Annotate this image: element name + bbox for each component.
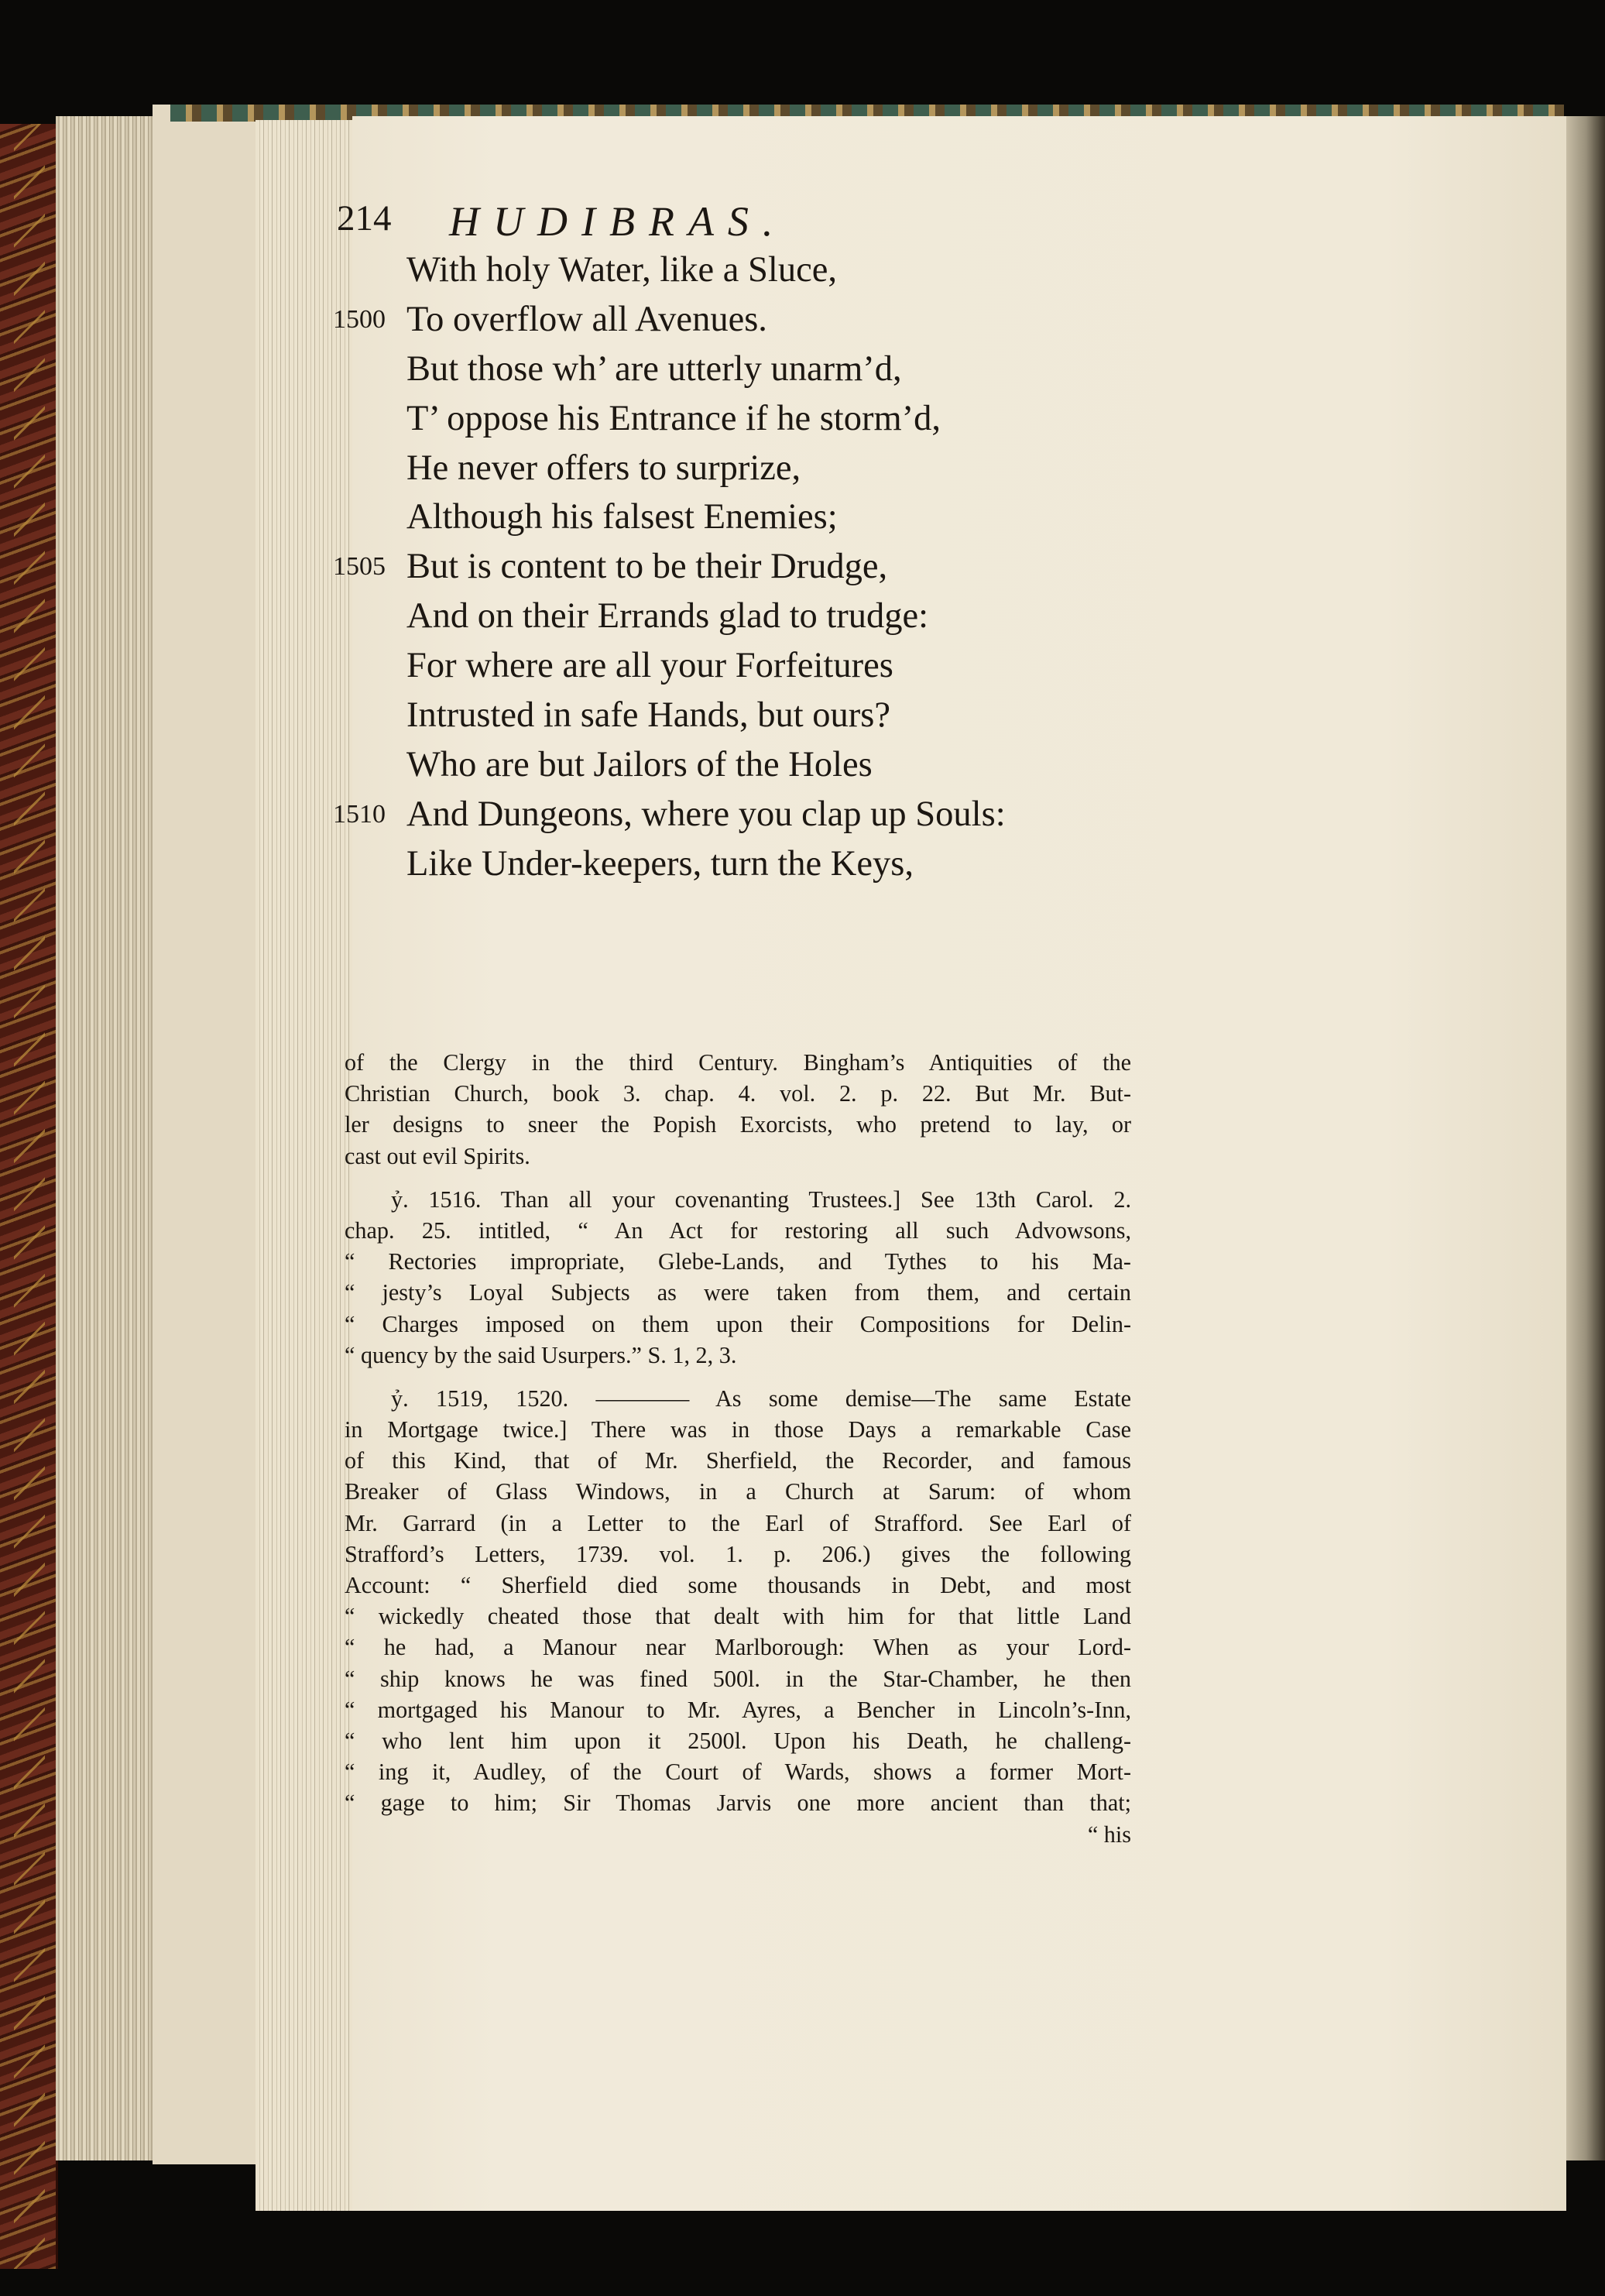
text-area (333, 197, 1128, 889)
page-block-edge (56, 116, 153, 2160)
footnote-line: “ jesty’s Loyal Subjects as were taken from them, and certain (345, 1279, 1131, 1306)
line-number: 1505 (333, 552, 386, 582)
footnote-line: “ quency by the said Usurpers.” S. 1, 2, 3. (345, 1341, 737, 1368)
running-title: HUDIBRAS. (449, 198, 787, 245)
footnote-line: in Mortgage twice.] There was in those Days a remarkable Case (345, 1416, 1131, 1443)
verse-line (333, 790, 1128, 839)
footnote-line: Mr. Garrard (in a Letter to the Earl of Strafford. See Earl of (345, 1509, 1131, 1536)
footnote-line: ler designs to sneer the Popish Exorcists, who pretend to lay, or (345, 1111, 1131, 1138)
spine-gilt-pattern (14, 124, 45, 2269)
footnote-line: “ who lent him upon it 2500l. Upon his Death, he challeng- (345, 1727, 1131, 1754)
line-number: 1510 (333, 799, 386, 829)
verse-text: To overflow all Avenues. (406, 299, 767, 339)
verse-text: And Dungeons, where you clap up Souls: (406, 794, 1006, 834)
catchword: “ his (1087, 1821, 1131, 1848)
footnote-line: of the Clergy in the third Century. Bingham’s Antiquities of the (345, 1049, 1131, 1076)
footnote-paragraph (345, 1047, 1131, 1172)
footnote-paragraph (345, 1184, 1131, 1371)
verse-line (333, 542, 1128, 592)
verse-text: For where are all your Forfeitures (406, 646, 893, 686)
verse-line (333, 295, 1128, 345)
verse-line (337, 245, 1128, 295)
line-number: 1500 (333, 304, 386, 334)
verse-text: Like Under-keepers, turn the Keys, (406, 843, 914, 884)
footnote-line: “ ship knows he was fined 500l. in the Star-Chamber, he then (345, 1665, 1131, 1692)
verse-line (337, 691, 1128, 740)
paragraph-gap (345, 1371, 1131, 1383)
footnotes (345, 1047, 1131, 1850)
verse-text: Although his falsest Enemies; (406, 497, 838, 537)
left-page-margin (153, 105, 269, 2164)
verse-line (337, 345, 1128, 394)
verse-text: With holy Water, like a Sluce, (406, 250, 837, 290)
footnote-line: Breaker of Glass Windows, in a Church at Sarum: of whom (345, 1478, 1131, 1505)
footnote-line: ỷ. 1516. Than all your covenanting Trustees.] See 13th Carol. 2. (391, 1186, 1131, 1213)
footnote-line: “ Charges imposed on them upon their Compositions for Delin- (345, 1310, 1131, 1337)
verse-text: Who are but Jailors of the Holes (406, 744, 873, 784)
footnote-line: “ wickedly cheated those that dealt with him for that little Land (345, 1603, 1131, 1630)
verse (333, 245, 1128, 889)
verse-line (337, 839, 1128, 889)
footnote-line: “ mortgaged his Manour to Mr. Ayres, a Bencher in Lincoln’s-Inn, (345, 1696, 1131, 1723)
verse-line (337, 740, 1128, 790)
footnote-line: “ Rectories impropriate, Glebe-Lands, and Tythes to his Ma- (345, 1248, 1131, 1275)
footnote-line: Strafford’s Letters, 1739. vol. 1. p. 206.) gives the following (345, 1540, 1131, 1567)
verse-text: T’ oppose his Entrance if he storm’d, (406, 398, 941, 438)
verse-line (337, 394, 1128, 444)
footnote-line: Christian Church, book 3. chap. 4. vol. 2. p. 22. But Mr. But- (345, 1080, 1131, 1107)
verse-text: But is content to be their Drudge, (406, 547, 888, 587)
footnote-line: of this Kind, that of Mr. Sherfield, the Recorder, and famous (345, 1447, 1131, 1474)
footnote-line: chap. 25. intitled, “ An Act for restoring all such Advowsons, (345, 1217, 1131, 1244)
footnote-line: “ he had, a Manour near Marlborough: When as your Lord- (345, 1634, 1131, 1661)
right-page-edge (1562, 116, 1605, 2160)
verse-line (337, 492, 1128, 542)
footnote-line: “ ing it, Audley, of the Court of Wards, shows a former Mort- (345, 1759, 1131, 1786)
running-head (337, 197, 1128, 244)
verse-text: But those wh’ are utterly unarm’d, (406, 348, 902, 389)
footnote-line: ỷ. 1519, 1520. ———— As some demise—The same Estate (391, 1385, 1131, 1412)
verse-line (337, 641, 1128, 691)
footnote-line: cast out evil Spirits. (345, 1142, 530, 1169)
footnote-line: “ gage to him; Sir Thomas Jarvis one more ancient than that; (345, 1790, 1131, 1817)
verse-text: Intrusted in safe Hands, but ours? (406, 695, 891, 736)
footnote-paragraph (345, 1383, 1131, 1819)
verse-text: He never offers to surprize, (406, 448, 801, 488)
page-number: 214 (337, 198, 392, 239)
footnote-line: Account: “ Sherfield died some thousands in Debt, and most (345, 1572, 1131, 1598)
verse-line (337, 444, 1128, 493)
paragraph-gap (345, 1172, 1131, 1184)
verse-text: And on their Errands glad to trudge: (406, 596, 929, 637)
verse-line (337, 592, 1128, 641)
